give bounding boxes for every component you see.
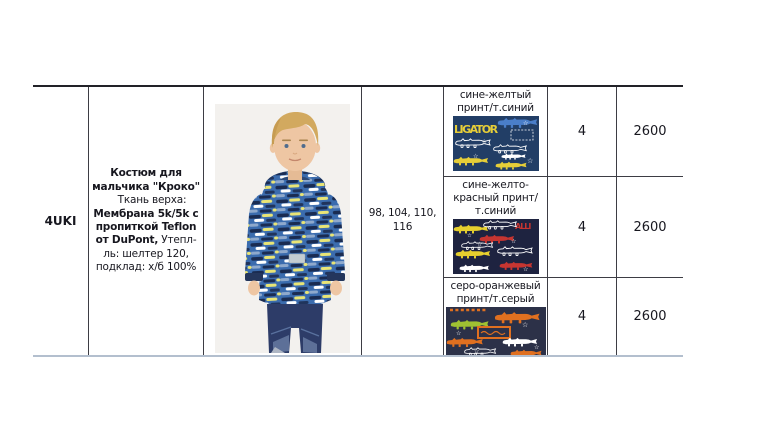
qty-value: 4: [577, 309, 587, 324]
description-membrane: Мембрана 5k/5k с пропиткой Teflon от DuPont,: [93, 207, 199, 247]
svg-text:☆: ☆: [473, 348, 479, 356]
color-name: сине-желто-красный принт/т.синий: [453, 179, 538, 218]
color-cell: [444, 87, 547, 178]
description-cell: [89, 87, 203, 355]
svg-text:☆: ☆: [522, 120, 528, 128]
color-cell: [444, 177, 547, 279]
price-table: [33, 85, 683, 357]
price-value: 2600: [633, 124, 667, 139]
svg-text:☆: ☆: [533, 344, 539, 352]
price-cell: [617, 278, 683, 355]
price-cell: [617, 87, 683, 176]
sizes-cell: [362, 87, 443, 355]
description-text: [92, 167, 200, 275]
swatch-lettering: ALLI: [514, 222, 530, 232]
qty-cell: [548, 177, 616, 277]
qty-cell: [548, 87, 616, 176]
price-value: 2600: [633, 309, 667, 324]
variant-row: [444, 177, 683, 277]
color-cell: [444, 278, 547, 357]
svg-text:☆: ☆: [466, 233, 472, 240]
qty-cell: [548, 278, 616, 355]
svg-text:☆: ☆: [521, 321, 528, 330]
color-name: сине-желтый принт/т.синий: [457, 89, 534, 115]
svg-text:☆: ☆: [522, 266, 528, 274]
fabric-swatch-yellow-red: [453, 219, 539, 274]
description-fabric-label: Ткань верха:: [117, 194, 187, 207]
svg-text:☆: ☆: [510, 238, 516, 246]
svg-text:☆: ☆: [480, 138, 487, 147]
description-insulation: Утепл-ль: шелтер 120, подклад: х/б 100%: [95, 234, 197, 274]
variant-row: [444, 278, 683, 355]
svg-text:☆: ☆: [526, 157, 533, 166]
description-title: Костюм для мальчика "Кроко": [92, 167, 200, 193]
article-cell: [33, 87, 88, 355]
price-value: 2600: [633, 219, 667, 235]
svg-text:☆: ☆: [476, 241, 482, 249]
variant-row: [444, 87, 683, 176]
svg-text:☆: ☆: [472, 153, 478, 161]
svg-text:☆: ☆: [455, 330, 461, 338]
article-code: 4UKI: [44, 214, 77, 228]
fabric-swatch-gray-orange: [446, 307, 546, 355]
sizes-value: 98, 104, 110, 116: [368, 207, 437, 233]
qty-value: 4: [577, 219, 587, 235]
price-cell: [617, 177, 683, 277]
photo-cell: [204, 87, 361, 355]
fabric-swatch-blue-yellow: [453, 116, 539, 171]
color-name: серо-оранжевый принт/т.серый: [450, 280, 541, 306]
swatch-lettering: LIGATOR: [453, 123, 497, 137]
qty-value: 4: [577, 124, 587, 139]
product-photo: [215, 104, 350, 353]
